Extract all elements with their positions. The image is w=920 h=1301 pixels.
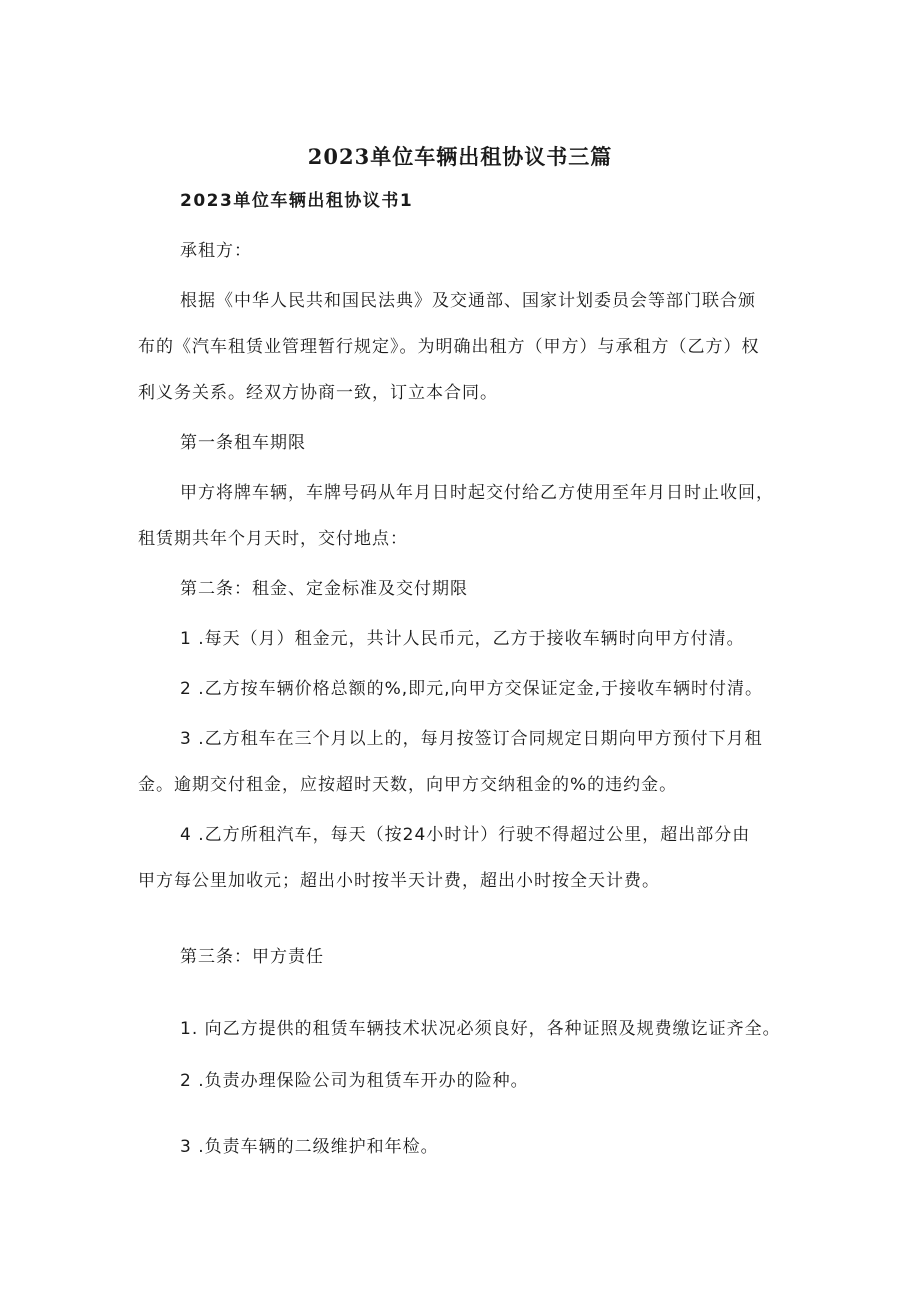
paragraph-line: 金。逾期交付租金，应按超时天数，向甲方交纳租金的%的违约金。 xyxy=(138,775,678,795)
list-item: 2 .乙方按车辆价格总额的%,即元,向甲方交保证定金,于接收车辆时付清。 xyxy=(180,679,763,699)
list-item: 1 .每天（月）租金元，共计人民币元，乙方于接收车辆时向甲方付清。 xyxy=(180,629,745,649)
paragraph-line: 承租方： xyxy=(180,241,252,261)
list-item: 2 .负责办理保险公司为租赁车开办的险种。 xyxy=(180,1071,529,1091)
list-item: 1. 向乙方提供的租赁车辆技术状况必须良好，各种证照及规费缴讫证齐全。 xyxy=(180,1019,781,1039)
paragraph-line: 利义务关系。经双方协商一致，订立本合同。 xyxy=(138,383,498,403)
paragraph-line: 布的《汽车租赁业管理暂行规定》。为明确出租方（甲方）与承租方（乙方）权 xyxy=(138,337,760,357)
list-item: 3 .乙方租车在三个月以上的，每月按签订合同规定日期向甲方预付下月租 xyxy=(180,729,763,749)
paragraph-line: 甲方将牌车辆，车牌号码从年月日时起交付给乙方使用至年月日时止收回， xyxy=(180,483,774,503)
list-item: 3 .负责车辆的二级维护和年检。 xyxy=(180,1137,439,1157)
section-heading: 第一条租车期限 xyxy=(180,433,306,453)
section-subtitle: 2023单位车辆出租协议书1 xyxy=(180,191,414,211)
list-item: 4 .乙方所租汽车，每天（按24小时计）行驶不得超过公里，超出部分由 xyxy=(180,825,751,845)
paragraph-line: 租赁期共年个月天时，交付地点： xyxy=(138,529,408,549)
document-title: 2023单位车辆出租协议书三篇 xyxy=(307,144,613,169)
section-heading: 第二条：租金、定金标准及交付期限 xyxy=(180,579,468,599)
section-heading: 第三条：甲方责任 xyxy=(180,947,324,967)
paragraph-line: 根据《中华人民共和国民法典》及交通部、国家计划委员会等部门联合颁 xyxy=(180,291,756,311)
paragraph-line: 甲方每公里加收元；超出小时按半天计费，超出小时按全天计费。 xyxy=(138,871,660,891)
